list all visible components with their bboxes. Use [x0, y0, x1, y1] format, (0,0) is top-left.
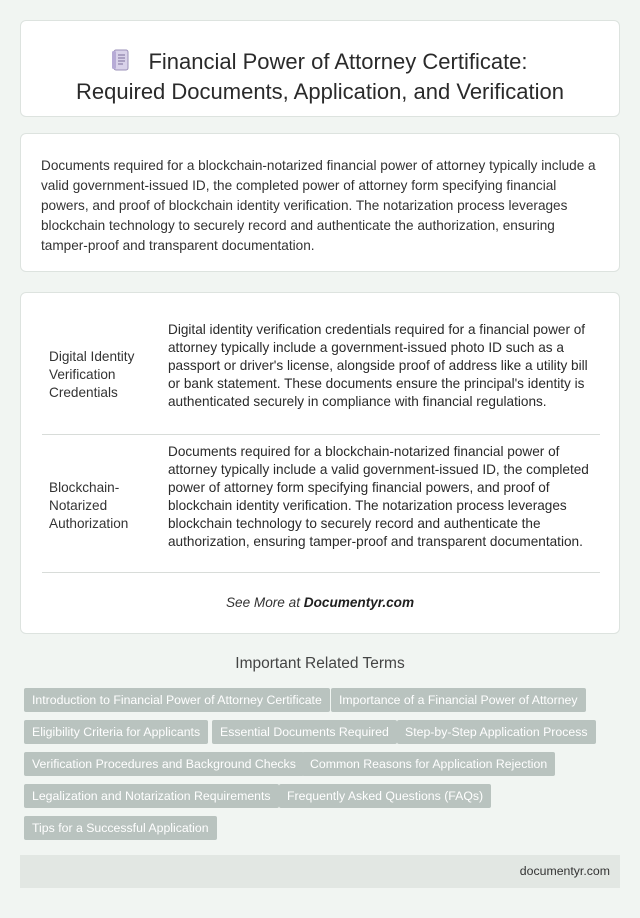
- related-tag[interactable]: Importance of a Financial Power of Attorney: [331, 688, 586, 712]
- description-cell: Documents required for a blockchain-notarized financial power of attorney typically include a valid government-issued ID, the completed power of attorney form specifying financial powers, and proof of blockchain identity verification. The notarization process leverages blockchain technology to securely record and authenticate the authorization, ensuring tamper-proof and transparent documentation.: [168, 444, 589, 549]
- related-tag[interactable]: Tips for a Successful Application: [24, 816, 217, 840]
- related-tag[interactable]: Common Reasons for Application Rejection: [302, 752, 555, 776]
- related-tag[interactable]: Frequently Asked Questions (FAQs): [279, 784, 491, 808]
- summary-text: Documents required for a blockchain-notarized financial power of attorney typically include a valid government-issued ID, the completed power of attorney form specifying financial powers, and proof of blockchain identity verification. The notarization process leverages blockchain technology to securely record and authenticate the authorization, ensuring tamper-proof and transparent documentation.: [41, 158, 596, 253]
- table-row: [42, 435, 600, 573]
- see-more-link[interactable]: Documentyr.com: [303, 595, 415, 610]
- footer-site[interactable]: documentyr.com: [519, 864, 610, 878]
- see-more-prefix: See More at: [225, 595, 304, 610]
- description-cell: Digital identity verification credentials required for a financial power of attorney typically include a government-issued photo ID such as a passport or driver's license, alongside proof of address like a utility bill or bank statement. These documents ensure the principal's identity is authenticated securely in compliance with financial regulations.: [168, 322, 588, 409]
- related-tag[interactable]: Eligibility Criteria for Applicants: [24, 720, 208, 744]
- title-line-2: Required Documents, Application, and Verification: [76, 79, 564, 104]
- title-line-1: Financial Power of Attorney Certificate:: [148, 49, 528, 74]
- related-tag[interactable]: Introduction to Financial Power of Attorney Certificate: [24, 688, 330, 712]
- related-tag[interactable]: Verification Procedures and Background Checks: [24, 752, 304, 776]
- page-title: [21, 47, 619, 107]
- terms-table-card: [20, 292, 620, 634]
- related-tag[interactable]: Essential Documents Required: [212, 720, 397, 744]
- related-tag[interactable]: Step-by-Step Application Process: [397, 720, 596, 744]
- document-icon: [112, 49, 130, 79]
- title-card: [20, 20, 620, 117]
- summary-card: [20, 133, 620, 272]
- related-terms-title: Important Related Terms: [235, 655, 405, 672]
- footer: [20, 855, 620, 888]
- term-cell: Blockchain-Notarized Authorization: [49, 480, 129, 531]
- table-row: [42, 313, 600, 435]
- related-tag[interactable]: Legalization and Notarization Requirements: [24, 784, 279, 808]
- term-cell: Digital Identity Verification Credentials: [49, 349, 135, 400]
- see-more: [21, 595, 619, 610]
